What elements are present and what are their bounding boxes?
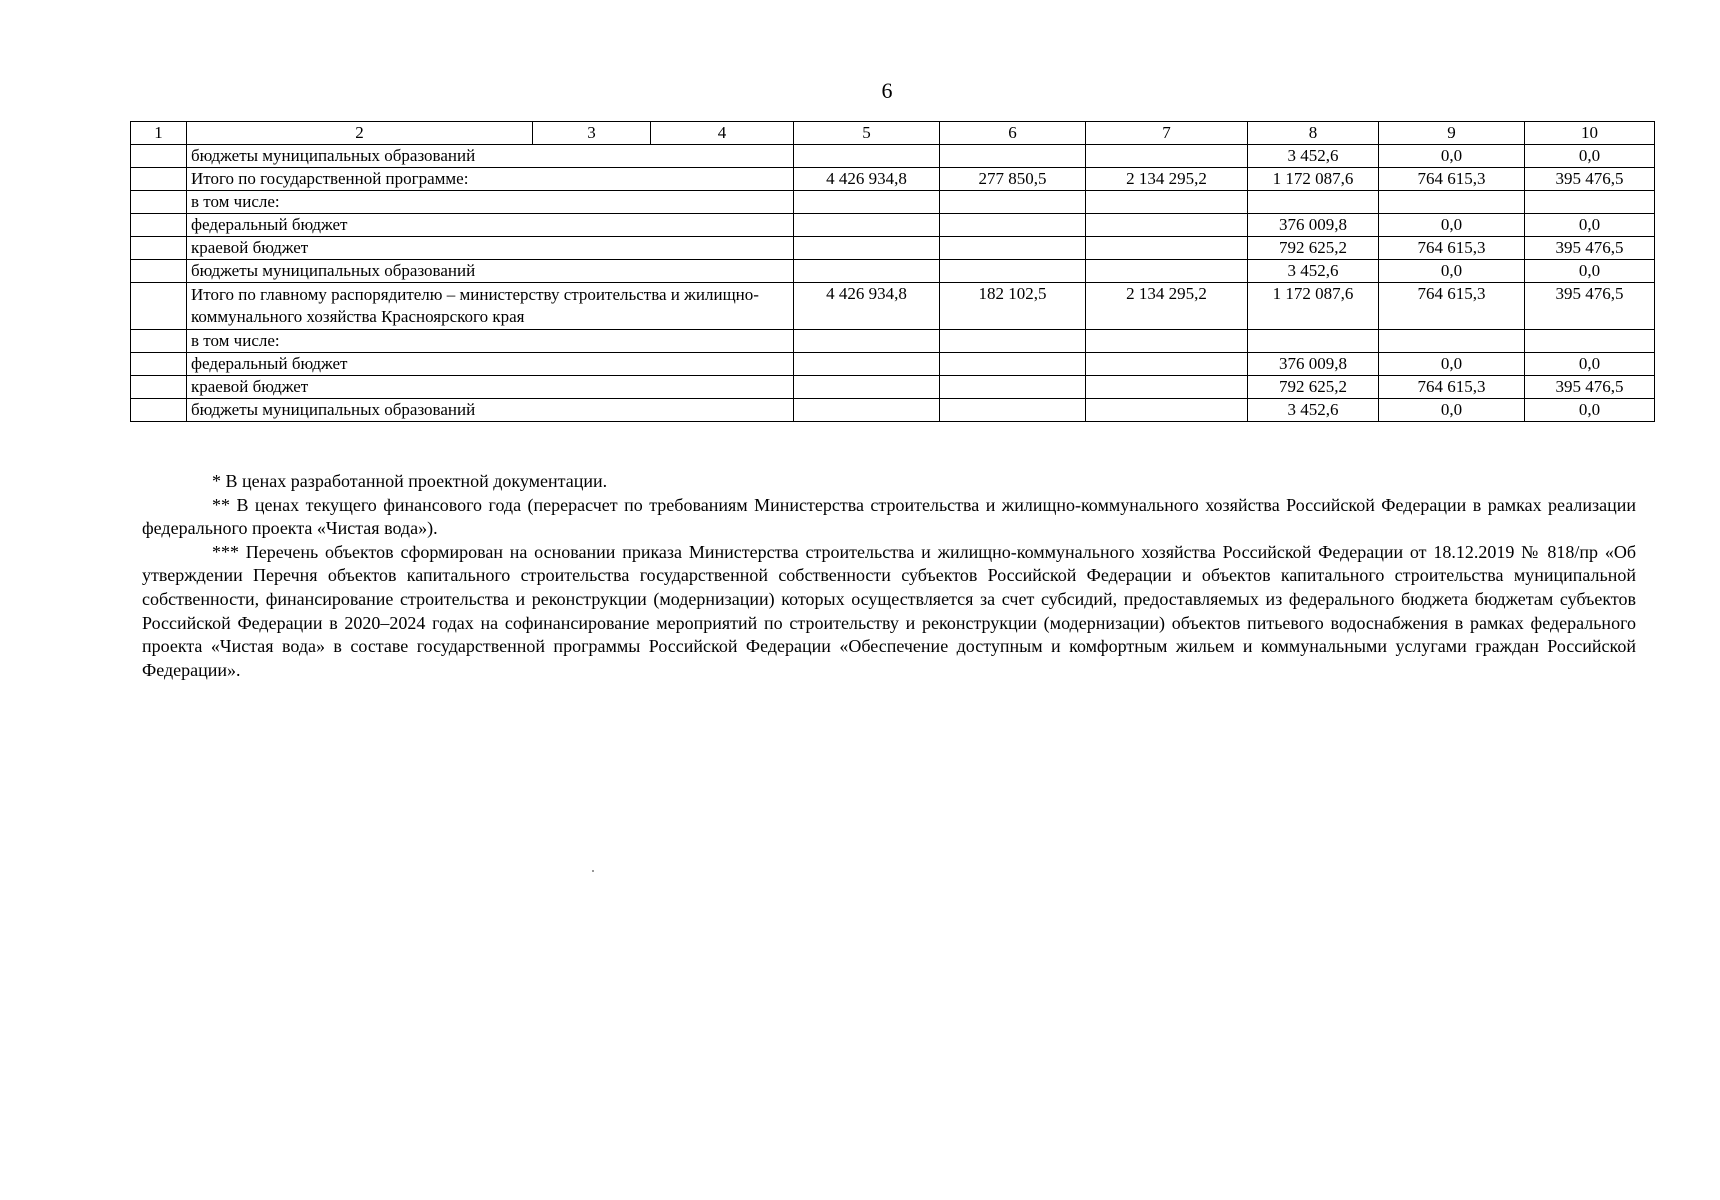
row-label: Итого по главному распорядителю – министерству строительства и жилищно-коммунального хозяйства Красноярского края — [187, 283, 794, 330]
value-cell-c7 — [1086, 145, 1248, 168]
row-label: в том числе: — [187, 330, 794, 353]
table-row — [131, 353, 1655, 376]
value-cell-c6 — [940, 353, 1086, 376]
value-cell-c9: 764 615,3 — [1379, 376, 1525, 399]
value-cell-c10: 0,0 — [1525, 214, 1655, 237]
value-cell-c5 — [794, 353, 940, 376]
value-cell-c10 — [1525, 191, 1655, 214]
header-cell: 2 — [187, 122, 533, 145]
value-cell-c5 — [794, 145, 940, 168]
footnotes — [142, 470, 1636, 682]
value-cell-c7 — [1086, 399, 1248, 422]
value-cell-c7 — [1086, 353, 1248, 376]
value-cell-c10: 0,0 — [1525, 145, 1655, 168]
value-cell-c5: 4 426 934,8 — [794, 168, 940, 191]
value-cell-c9: 764 615,3 — [1379, 168, 1525, 191]
value-cell-c6: 277 850,5 — [940, 168, 1086, 191]
value-cell-c9: 0,0 — [1379, 399, 1525, 422]
value-cell-c6 — [940, 214, 1086, 237]
value-cell-c6 — [940, 145, 1086, 168]
value-cell-c8 — [1248, 191, 1379, 214]
value-cell-c9: 0,0 — [1379, 353, 1525, 376]
value-cell-c10: 0,0 — [1525, 399, 1655, 422]
row-label: бюджеты муниципальных образований — [187, 399, 794, 422]
value-cell-c7 — [1086, 191, 1248, 214]
value-cell-c7 — [1086, 330, 1248, 353]
index-cell — [131, 191, 187, 214]
index-cell — [131, 399, 187, 422]
budget-table — [130, 121, 1655, 422]
value-cell-c5 — [794, 191, 940, 214]
index-cell — [131, 260, 187, 283]
value-cell-c9 — [1379, 191, 1525, 214]
table-header-row — [131, 122, 1655, 145]
value-cell-c9 — [1379, 330, 1525, 353]
header-cell: 8 — [1248, 122, 1379, 145]
value-cell-c10: 395 476,5 — [1525, 283, 1655, 330]
page-number: 6 — [881, 78, 893, 103]
index-cell — [131, 145, 187, 168]
value-cell-c8 — [1248, 330, 1379, 353]
value-cell-c6: 182 102,5 — [940, 283, 1086, 330]
value-cell-c7 — [1086, 237, 1248, 260]
header-cell: 4 — [651, 122, 794, 145]
value-cell-c9: 0,0 — [1379, 260, 1525, 283]
index-cell — [131, 283, 187, 330]
value-cell-c10: 0,0 — [1525, 353, 1655, 376]
index-cell — [131, 237, 187, 260]
table-row — [131, 237, 1655, 260]
value-cell-c8: 1 172 087,6 — [1248, 168, 1379, 191]
value-cell-c10: 395 476,5 — [1525, 168, 1655, 191]
value-cell-c8: 3 452,6 — [1248, 145, 1379, 168]
value-cell-c10: 395 476,5 — [1525, 376, 1655, 399]
header-cell: 7 — [1086, 122, 1248, 145]
row-label: в том числе: — [187, 191, 794, 214]
index-cell — [131, 376, 187, 399]
value-cell-c10: 395 476,5 — [1525, 237, 1655, 260]
table-row — [131, 399, 1655, 422]
header-cell: 5 — [794, 122, 940, 145]
index-cell — [131, 330, 187, 353]
value-cell-c7: 2 134 295,2 — [1086, 283, 1248, 330]
index-cell — [131, 214, 187, 237]
header-cell: 6 — [940, 122, 1086, 145]
value-cell-c5: 4 426 934,8 — [794, 283, 940, 330]
table-row — [131, 214, 1655, 237]
index-cell — [131, 168, 187, 191]
row-label: краевой бюджет — [187, 237, 794, 260]
row-label: федеральный бюджет — [187, 214, 794, 237]
value-cell-c8: 792 625,2 — [1248, 376, 1379, 399]
value-cell-c8: 376 009,8 — [1248, 353, 1379, 376]
value-cell-c8: 792 625,2 — [1248, 237, 1379, 260]
value-cell-c5 — [794, 376, 940, 399]
value-cell-c9: 764 615,3 — [1379, 283, 1525, 330]
value-cell-c6 — [940, 330, 1086, 353]
value-cell-c5 — [794, 260, 940, 283]
row-label: Итого по государственной программе: — [187, 168, 794, 191]
value-cell-c6 — [940, 399, 1086, 422]
value-cell-c8: 376 009,8 — [1248, 214, 1379, 237]
footnote-1: * В ценах разработанной проектной документации. — [212, 471, 608, 491]
value-cell-c9: 0,0 — [1379, 214, 1525, 237]
header-cell: 10 — [1525, 122, 1655, 145]
value-cell-c6 — [940, 260, 1086, 283]
scan-speck — [592, 870, 594, 872]
header-cell: 9 — [1379, 122, 1525, 145]
value-cell-c9: 0,0 — [1379, 145, 1525, 168]
table-body — [131, 122, 1655, 422]
value-cell-c7 — [1086, 260, 1248, 283]
row-label: бюджеты муниципальных образований — [187, 145, 794, 168]
value-cell-c10: 0,0 — [1525, 260, 1655, 283]
index-cell — [131, 353, 187, 376]
value-cell-c8: 1 172 087,6 — [1248, 283, 1379, 330]
value-cell-c7: 2 134 295,2 — [1086, 168, 1248, 191]
value-cell-c10 — [1525, 330, 1655, 353]
header-cell: 1 — [131, 122, 187, 145]
value-cell-c7 — [1086, 214, 1248, 237]
value-cell-c6 — [940, 191, 1086, 214]
value-cell-c6 — [940, 376, 1086, 399]
row-label: бюджеты муниципальных образований — [187, 260, 794, 283]
table-row — [131, 260, 1655, 283]
footnote-2: ** В ценах текущего финансового года (перерасчет по требованиям Министерства строительства и жилищно-коммунального хозяйства Российской Федерации в рамках реализации федерального проекта «Чистая вода»). — [142, 494, 1636, 539]
value-cell-c8: 3 452,6 — [1248, 399, 1379, 422]
header-cell: 3 — [533, 122, 651, 145]
table-row — [131, 191, 1655, 214]
value-cell-c8: 3 452,6 — [1248, 260, 1379, 283]
value-cell-c7 — [1086, 376, 1248, 399]
footnote-3: *** Перечень объектов сформирован на основании приказа Министерства строительства и жилищно-коммунального хозяйства Российской Федерации от 18.12.2019 № 818/пр «Об утверждении Перечня объектов капитального строительства государственной собственности субъектов Российской Федерации и объектов капитального строительства муниципальной собственности, финансирование строительства и реконструкции (модернизации) которых осуществляется за счет субсидий, предоставляемых из федерального бюджета бюджетам субъектов Российской Федерации в 2020–2024 годах на софинансирование мероприятий по строительству и реконструкции (модернизации) объектов питьевого водоснабжения в рамках федерального проекта «Чистая вода» в составе государственной программы Российской Федерации «Обеспечение доступным и комфортным жильем и коммунальными услугами граждан Российской Федерации». — [142, 541, 1636, 680]
value-cell-c9: 764 615,3 — [1379, 237, 1525, 260]
table-row — [131, 283, 1655, 330]
table-row — [131, 168, 1655, 191]
row-label: краевой бюджет — [187, 376, 794, 399]
value-cell-c5 — [794, 399, 940, 422]
table-row — [131, 145, 1655, 168]
value-cell-c5 — [794, 330, 940, 353]
value-cell-c6 — [940, 237, 1086, 260]
table-row — [131, 330, 1655, 353]
value-cell-c5 — [794, 214, 940, 237]
table-row — [131, 376, 1655, 399]
row-label: федеральный бюджет — [187, 353, 794, 376]
value-cell-c5 — [794, 237, 940, 260]
